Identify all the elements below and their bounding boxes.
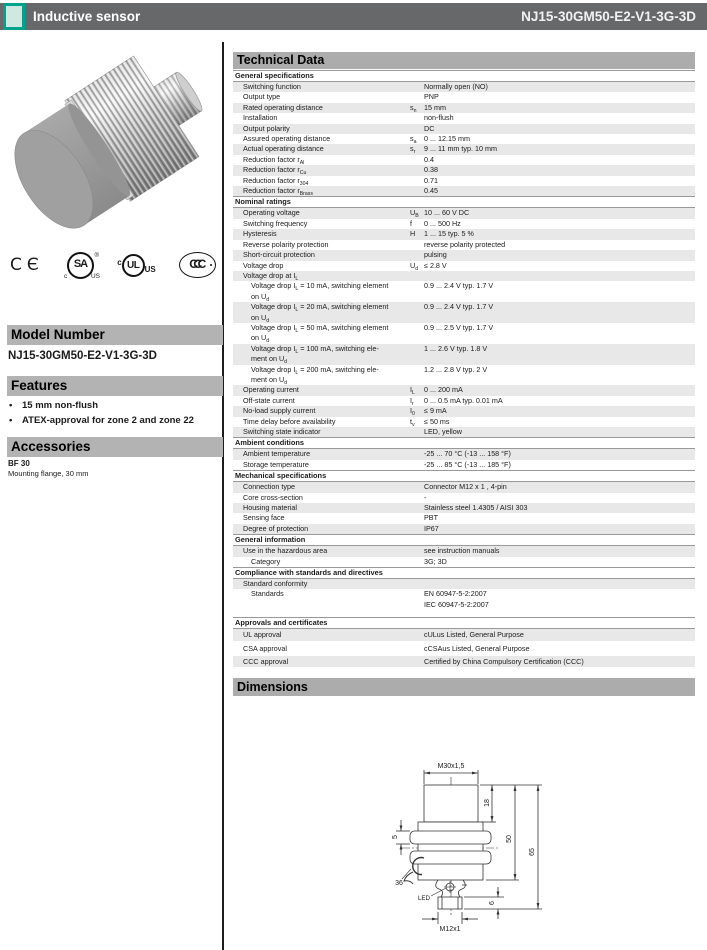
spec-symbol [410, 176, 424, 186]
feature-item: • 15 mm non-flush [8, 398, 220, 413]
spec-symbol: f [410, 218, 412, 228]
spec-row [233, 557, 695, 567]
spec-row [233, 579, 695, 589]
dim-6-label: 6 [489, 901, 496, 905]
spec-value: 0 ... 0.5 mA typ. 0.01 mA [424, 395, 503, 405]
spec-value: 0.71 [424, 175, 438, 185]
spec-value: see instruction manuals [424, 546, 500, 556]
accessory-name: BF 30 [8, 459, 30, 468]
spec-label: Switching frequency [243, 218, 308, 228]
spec-label: Reduction factor $r_{304}$ [243, 175, 309, 187]
dim-18-label: 18 [484, 799, 491, 807]
section-header: Approvals and certificates [233, 617, 695, 629]
spec-label: No-load supply current [243, 406, 316, 416]
spec-value: 1.2 ... 2.8 V typ. 2 V [424, 364, 488, 374]
spec-symbol [410, 165, 424, 175]
spec-value: ≤ 50 ms [424, 416, 450, 426]
spec-row [233, 219, 695, 229]
spec-label: CCC approval [243, 656, 289, 666]
spec-row [233, 165, 695, 175]
spec-symbol: $I_r$ [410, 395, 414, 407]
spec-value: LED, yellow [424, 427, 462, 436]
spec-label: Output polarity [243, 123, 290, 133]
spec-symbol [410, 82, 424, 92]
spec-value: 0.9 ... 2.5 V typ. 1.7 V [424, 322, 494, 332]
spec-symbol [410, 524, 424, 534]
spec-value: 0.38 [424, 165, 438, 175]
spec-label: Voltage drop [243, 260, 284, 270]
spec-value: IP67 [424, 523, 439, 533]
spec-row [233, 417, 695, 427]
cul-us-logo-icon [117, 254, 156, 277]
spec-value: 0.4 [424, 154, 434, 164]
spec-value: 9 ... 11 mm typ. 10 mm [424, 144, 497, 154]
spec-symbol: $U_d$ [410, 260, 419, 272]
spec-label: Operating current [243, 385, 299, 395]
spec-row [233, 144, 695, 154]
spec-symbol [410, 643, 424, 655]
accessory-description: Mounting flange, 30 mm [8, 469, 89, 478]
spec-label: Short-circuit protection [243, 250, 315, 260]
spec-row [233, 493, 695, 503]
spec-symbol [410, 113, 424, 123]
spec-label: Voltage drop $I_L = 10$ mA, switching element on $U_d$ [251, 281, 389, 303]
spec-value: Stainless steel 1.4305 / AISI 303 [424, 503, 528, 513]
spec-row [233, 302, 695, 323]
spec-label: Reverse polarity protection [243, 239, 329, 249]
spec-symbol [410, 629, 424, 641]
spec-row [233, 155, 695, 165]
spec-symbol: H [410, 229, 416, 239]
spec-value: 15 mm [424, 102, 446, 112]
spec-label: Category [251, 556, 281, 566]
spec-symbol [410, 427, 424, 437]
spec-value: 0 ... 500 Hz [424, 218, 461, 228]
spec-value: cCSAus Listed, General Purpose [424, 643, 530, 653]
accessories-header: Accessories [7, 437, 223, 457]
led-label: LED [417, 895, 431, 902]
spec-row [233, 250, 695, 260]
spec-row [233, 176, 695, 186]
spec-row [233, 385, 695, 395]
spec-row [233, 546, 695, 556]
spec-label: Standard conformity [243, 579, 308, 589]
spec-row [233, 396, 695, 406]
spec-label: Off-state current [243, 395, 295, 405]
spec-symbol: $s_a$ [410, 134, 417, 145]
spec-value: 1 ... 15 typ. 5 % [424, 229, 474, 239]
spec-row [233, 449, 695, 459]
features-header: Features [7, 376, 223, 396]
spec-row [233, 524, 695, 534]
spec-value [424, 271, 695, 281]
spec-symbol: $U_B$ [410, 208, 419, 220]
spec-symbol [410, 92, 424, 102]
spec-symbol [410, 124, 424, 134]
spec-label: Voltage drop at $I_L$ [243, 270, 299, 282]
spec-label: Output type [243, 92, 281, 102]
spec-symbol [410, 513, 424, 523]
spec-value: Connector M12 x 1 , 4-pin [424, 482, 507, 492]
model-number-value: NJ15-30GM50-E2-V1-3G-3D [8, 350, 157, 362]
spec-value: 0.9 ... 2.4 V typ. 1.7 V [424, 281, 494, 291]
spec-value: cULus Listed, General Purpose [424, 630, 524, 640]
spec-value: 0 ... 12.15 mm [424, 134, 470, 144]
ccc-text: CCC [189, 257, 202, 271]
thread-top-label: M30x1,5 [437, 763, 465, 770]
spec-row [233, 240, 695, 250]
spec-row [233, 503, 695, 513]
feature-item: • ATEX-approval for zone 2 and zone 22 [8, 413, 220, 428]
tech-table [233, 70, 695, 669]
spec-label: CSA approval [243, 643, 287, 653]
spec-label: Degree of protection [243, 523, 309, 533]
spec-value: PBT [424, 513, 438, 523]
spec-value: 3G; 3D [424, 556, 447, 566]
spec-label: Ambient temperature [243, 449, 311, 459]
spec-row [233, 365, 695, 386]
spec-value: - [424, 492, 427, 502]
spec-label: Voltage drop $I_L = 200$ mA, switching ele- ment on $U_d$ [251, 364, 379, 386]
spec-value: non-flush [424, 113, 454, 123]
model-number-header: Model Number [7, 325, 223, 345]
spec-label: Voltage drop $I_L = 100$ mA, switching ele- ment on $U_d$ [251, 343, 379, 365]
section-header: General specifications [233, 70, 695, 82]
spec-value: PNP [424, 92, 439, 102]
dim-5-label: 5 [392, 835, 399, 839]
spec-row [233, 134, 695, 144]
spec-row [233, 656, 695, 668]
spec-row [233, 344, 695, 365]
spec-label: Actual operating distance [243, 144, 324, 154]
spec-symbol [410, 482, 424, 492]
spec-row [233, 208, 695, 218]
spec-label: Switching function [243, 82, 301, 91]
spec-row [233, 186, 695, 196]
spec-value [424, 579, 695, 589]
spec-value: -25 ... 70 °C (-13 ... 158 °F) [424, 449, 511, 459]
spec-label: Assured operating distance [243, 134, 331, 144]
spec-value: 10 ... 60 V DC [424, 208, 470, 218]
spec-row [233, 82, 695, 92]
section-header: Compliance with standards and directives [233, 567, 695, 579]
spec-value: Normally open (NO) [424, 82, 488, 91]
product-type-title: Inductive sensor [33, 9, 141, 24]
spec-value: Certified by China Compulsory Certification (CCC) [424, 656, 584, 666]
spec-row [233, 482, 695, 492]
spec-row [233, 406, 695, 416]
spec-value: ≤ 2.8 V [424, 260, 447, 270]
spec-row [233, 323, 695, 344]
sensor-render [6, 39, 218, 244]
spec-row [233, 113, 695, 123]
brand-logo-icon [3, 3, 25, 30]
spec-label: Reduction factor $r_{Cu}$ [243, 165, 307, 177]
csa-logo-icon [63, 252, 100, 280]
spec-symbol: $s_n$ [410, 102, 417, 114]
certification-logos [10, 249, 216, 281]
spec-symbol [410, 186, 424, 196]
spec-symbol [410, 240, 424, 250]
spec-row [233, 261, 695, 271]
section-header: Nominal ratings [233, 196, 695, 208]
spec-label: Hysteresis [243, 229, 277, 239]
spec-value: -25 ... 85 °C (-13 ... 185 °F) [424, 459, 511, 469]
spec-label: Voltage drop $I_L = 20$ mA, switching element on $U_d$ [251, 302, 389, 324]
spec-symbol [410, 493, 424, 503]
ccc-dot [210, 264, 212, 266]
spec-row [233, 124, 695, 134]
spec-row [233, 589, 695, 610]
spec-value: EN 60947-5-2:2007 IEC 60947-5-2:2007 [424, 589, 489, 609]
spec-value: 0.9 ... 2.4 V typ. 1.7 V [424, 302, 494, 312]
spec-value: pulsing [424, 250, 447, 260]
thread-bottom-label: M12x1 [439, 926, 461, 933]
wrench-size-label: 36 [395, 880, 403, 887]
ul-main: UL [122, 254, 145, 277]
dim-65-label: 65 [529, 848, 536, 856]
spec-symbol: $I_L$ [410, 385, 415, 397]
csa-registered: ® [94, 252, 99, 259]
spec-value: 0.45 [424, 186, 438, 196]
ccc-logo-icon [179, 252, 216, 278]
dimensions-header: Dimensions [233, 678, 695, 696]
spec-label: Storage temperature [243, 459, 309, 469]
spec-value: DC [424, 123, 435, 133]
spec-label: Time delay before availability [243, 416, 336, 426]
spec-label: Installation [243, 113, 278, 123]
spec-value: reverse polarity protected [424, 239, 506, 249]
spec-symbol [410, 449, 424, 459]
spec-row [233, 103, 695, 113]
spec-row [233, 281, 695, 302]
dimension-drawing [350, 757, 610, 950]
spec-label: Standards [251, 589, 284, 599]
spec-label: Use in the hazardous area [243, 546, 328, 556]
spec-label: Sensing face [243, 513, 285, 523]
spec-row [233, 271, 695, 281]
spec-symbol [410, 579, 424, 589]
spec-row [233, 92, 695, 102]
spec-label: Core cross-section [243, 492, 303, 502]
section-header: Mechanical specifications [233, 470, 695, 482]
spec-label: Switching state indicator [243, 427, 321, 436]
spec-label: UL approval [243, 630, 282, 640]
spec-row [233, 643, 695, 655]
spec-label: Operating voltage [243, 208, 300, 218]
dim-50-label: 50 [506, 835, 513, 843]
spec-row [233, 513, 695, 523]
spec-label: Rated operating distance [243, 102, 323, 112]
spec-row [233, 460, 695, 470]
header-model-number: NJ15-30GM50-E2-V1-3G-3D [521, 9, 696, 24]
spec-symbol [410, 250, 424, 260]
section-header: General information [233, 534, 695, 546]
spec-symbol: $t_v$ [410, 416, 415, 428]
csa-us: US [90, 272, 100, 280]
ul-c: c [117, 257, 122, 267]
spec-symbol: $I_0$ [410, 406, 415, 417]
product-image [6, 36, 218, 244]
csa-c: c [63, 272, 68, 280]
spec-symbol [410, 271, 424, 281]
spec-value: 1 ... 2.6 V typ. 1.8 V [424, 343, 488, 353]
spec-row [233, 229, 695, 239]
spec-label: Housing material [243, 503, 297, 513]
ce-mark-icon: CЄ [10, 255, 44, 275]
ul-us: US [144, 264, 156, 274]
spec-label: Voltage drop $I_L = 50$ mA, switching element on $U_d$ [251, 322, 389, 345]
spec-symbol [410, 460, 424, 470]
spec-symbol [410, 546, 424, 556]
spec-symbol: $s_r$ [410, 144, 416, 156]
features-list [8, 398, 220, 428]
spec-label: Reduction factor $r_{Brass}$ [243, 186, 313, 197]
spec-row [233, 629, 695, 641]
section-header: Ambient conditions [233, 437, 695, 449]
technical-data-header: Technical Data [233, 52, 695, 69]
csa-main: SA [73, 257, 88, 270]
spec-symbol [410, 656, 424, 668]
spec-label: Reduction factor $r_{Al}$ [243, 154, 305, 166]
spec-value: 0 ... 200 mA [424, 385, 463, 395]
spec-value: ≤ 9 mA [424, 406, 447, 416]
spec-symbol [410, 503, 424, 513]
spec-label: Connection type [243, 482, 295, 492]
spec-symbol [410, 155, 424, 165]
spec-row [233, 427, 695, 437]
column-divider [222, 42, 224, 950]
